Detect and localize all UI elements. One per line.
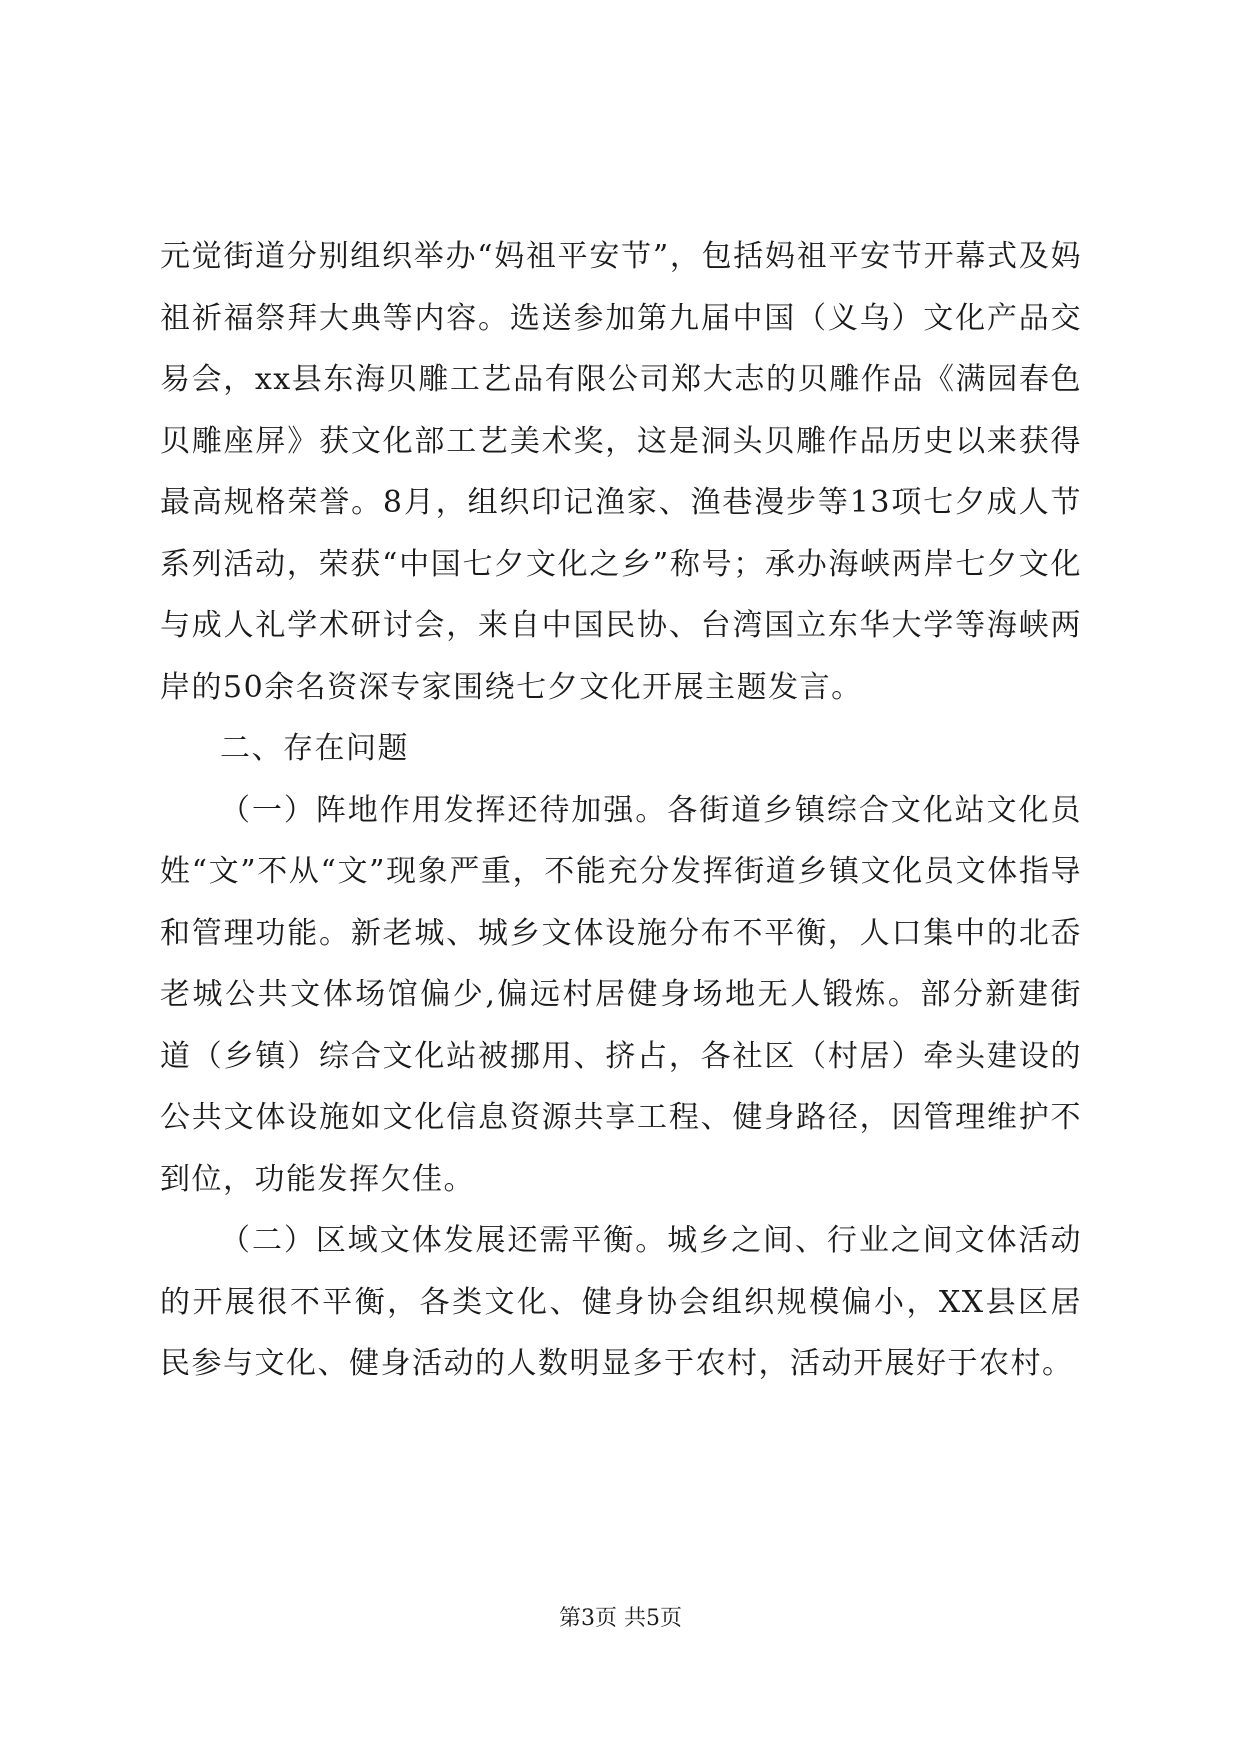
paragraph-issue-one: （一）阵地作用发挥还待加强。各街道乡镇综合文化站文化员姓“文”不从“文”现象严重，不能充分发挥街道乡镇文化员文体指导和管理功能。新老城、城乡文体设施分布不平衡，人口集中的北岙老城公共文体场馆偏少,偏远村居健身场地无人锻炼。部分新建街道（乡镇）综合文化站被挪用、挤占，各社区（村居）牵头建设的公共文体设施如文化信息资源共享工程、健身路径，因管理维护不到位，功能发挥欠佳。 [160,792,1082,1197]
section-heading: 二、存在问题 [220,731,409,766]
page-footer [0,1604,1241,1634]
paragraph-issue-two: （二）区域文体发展还需平衡。城乡之间、行业之间文体活动的开展很不平衡，各类文化、健身协会组织规模偏小，XX县区居民参与文化、健身活动的人数明显多于农村，活动开展好于农村。 [160,1223,1082,1381]
document-body [160,226,1082,1395]
paragraph-continued: 元觉街道分别组织举办“妈祖平安节”，包括妈祖平安节开幕式及妈祖祈福祭拜大典等内容。选送参加第九届中国（义乌）文化产品交易会，xx县东海贝雕工艺品有限公司郑大志的贝雕作品《满园春色贝雕座屏》获文化部工艺美术奖，这是洞头贝雕作品历史以来获得最高规格荣誉。8月，组织印记渔家、渔巷漫步等13项七夕成人节系列活动，荣获“中国七夕文化之乡”称号；承办海峡两岸七夕文化与成人礼学术研讨会，来自中国民协、台湾国立东华大学等海峡两岸的50余名资深专家围绕七夕文化开展主题发言。 [160,239,1082,705]
page-number: 第3页 共5页 [559,1606,682,1631]
